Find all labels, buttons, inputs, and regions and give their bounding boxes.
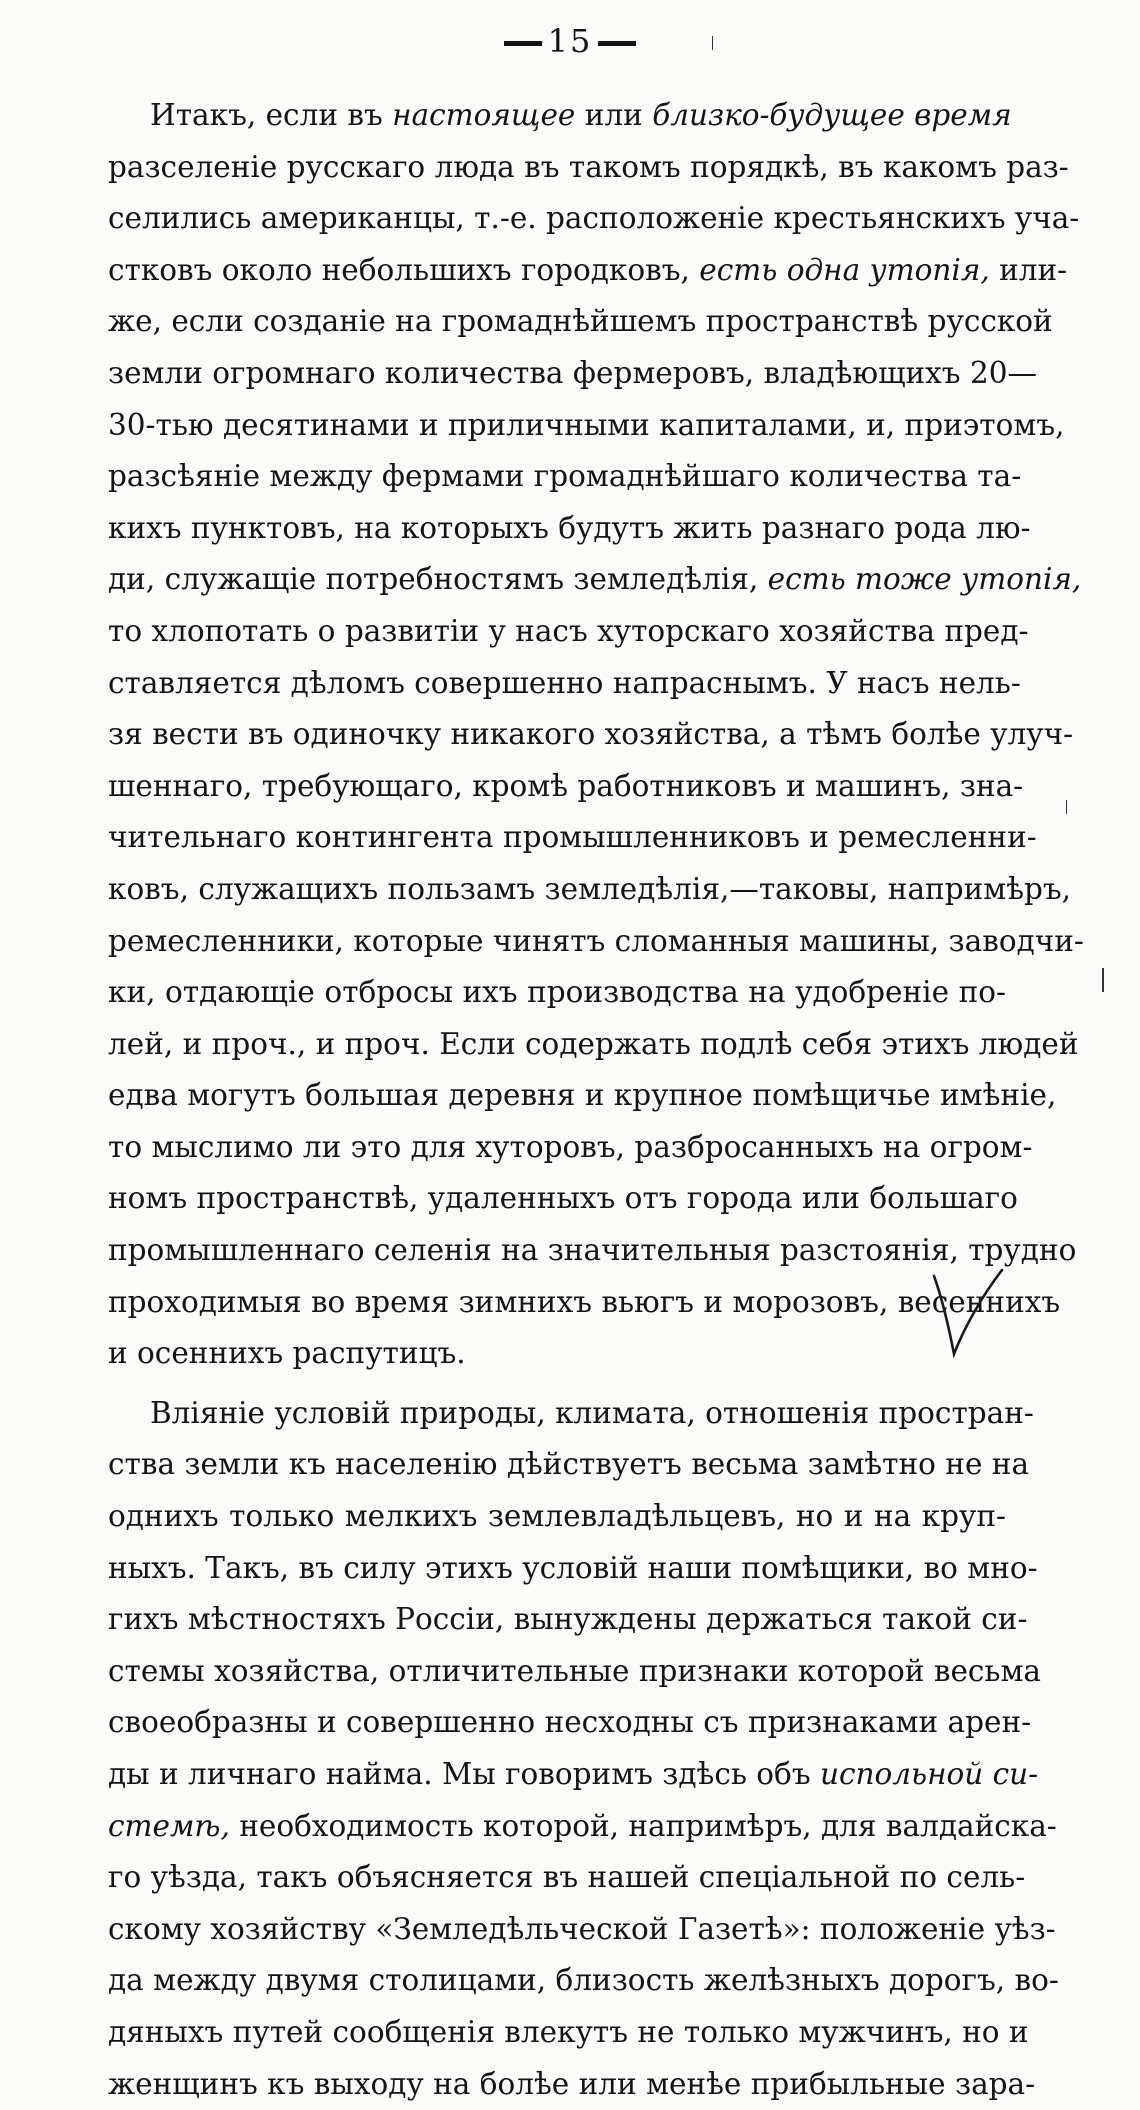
text-run: то мыслимо ли это для хуторовъ, разбросанныхъ на огром- bbox=[108, 1129, 1033, 1164]
margin-tick bbox=[712, 36, 713, 50]
text-run: лей, и проч., и проч. Если содержать подлѣ себя этихъ людей bbox=[108, 1026, 1079, 1061]
text-run: однихъ только мелкихъ землевладѣльцевъ, но и на круп- bbox=[108, 1499, 1006, 1534]
text-line bbox=[66, 1328, 1006, 1380]
text-line bbox=[66, 348, 1037, 400]
text-run: скому хозяйству «Земледѣльческой Газетѣ»: положеніе уѣз- bbox=[108, 1911, 1056, 1946]
text-run: ремесленники, которые чинятъ сломанныя машины, заводчи- bbox=[108, 923, 1084, 958]
text-line bbox=[66, 1594, 1028, 1646]
text-line bbox=[66, 1543, 1038, 1595]
text-run: или bbox=[575, 98, 653, 132]
text-line bbox=[66, 1225, 1077, 1277]
left-rule bbox=[504, 41, 542, 46]
text-line bbox=[66, 1491, 1006, 1543]
text-run: да между двумя столицами, близость желѣзныхъ дорогъ, во- bbox=[108, 1963, 1059, 1998]
text-run: кихъ пунктовъ, на которыхъ будутъ жить разнаго рода лю- bbox=[108, 510, 1031, 545]
text-line bbox=[66, 503, 1031, 555]
page-number: 15 bbox=[547, 22, 593, 60]
text-line bbox=[66, 967, 1006, 1019]
text-line bbox=[66, 1904, 1056, 1956]
text-line bbox=[66, 658, 1021, 710]
text-line bbox=[66, 400, 1065, 452]
text-line bbox=[66, 1955, 1059, 2007]
text-run: гихъ мѣстностяхъ Россіи, вынуждены держаться такой си- bbox=[108, 1602, 1028, 1637]
text-run: необходимость которой, напримѣръ, для валдайска- bbox=[229, 1808, 1057, 1843]
text-run: женщинъ къ выходу на болѣе или менѣе прибыльные зара- bbox=[108, 2066, 1036, 2101]
text-run: шеннаго, требующаго, кромѣ работниковъ и машинъ, зна- bbox=[108, 768, 1024, 803]
text-run: разселеніе русскаго люда въ такомъ порядкѣ, въ какомъ раз- bbox=[108, 149, 1069, 184]
text-run: или- bbox=[989, 252, 1068, 287]
text-line bbox=[66, 1439, 1030, 1491]
text-line bbox=[66, 1801, 1057, 1853]
text-line bbox=[66, 606, 1029, 658]
text-line bbox=[66, 709, 1074, 761]
text-run: и осеннихъ распутицъ. bbox=[108, 1336, 466, 1371]
text-line bbox=[66, 193, 1080, 245]
text-run: ки, отдающіе отбросы ихъ производства на удобреніе по- bbox=[108, 975, 1006, 1010]
text-line bbox=[66, 916, 1084, 968]
text-run: Вліяніе условій природы, климата, отношенія простран- bbox=[150, 1395, 1034, 1430]
text-run: ныхъ. Такъ, въ силу этихъ условій наши помѣщики, во мно- bbox=[108, 1550, 1038, 1585]
text-line bbox=[66, 1277, 1061, 1329]
text-run: ставляется дѣломъ совершенно напраснымъ. У насъ нель- bbox=[108, 665, 1021, 700]
text-line bbox=[66, 1070, 1057, 1122]
margin-tick bbox=[1066, 800, 1067, 814]
paragraph bbox=[66, 1388, 1059, 2110]
text-line bbox=[66, 245, 1068, 297]
text-run: селились американцы, т.-е. расположеніе крестьянскихъ уча- bbox=[108, 201, 1080, 236]
text-run: же, если созданіе на громаднѣйшемъ пространствѣ русской bbox=[108, 304, 1053, 339]
text-run: промышленнаго селенія на значительныя разстоянія, трудно bbox=[108, 1233, 1077, 1268]
italic-phrase: близко-будущее время bbox=[652, 98, 1012, 132]
italic-phrase: стемѣ, bbox=[108, 1808, 230, 1843]
text-run: проходимыя во время зимнихъ вьюгъ и морозовъ, весеннихъ bbox=[108, 1284, 1061, 1319]
text-run: номъ пространствѣ, удаленныхъ отъ города или большаго bbox=[108, 1181, 1018, 1216]
paragraph bbox=[66, 90, 1084, 1380]
text-run: стемы хозяйства, отличительные признаки которой весьма bbox=[108, 1653, 1042, 1688]
text-run: ства земли къ населенію дѣйствуетъ весьма замѣтно не на bbox=[108, 1447, 1030, 1482]
text-run: то хлопотать о развитіи у насъ хуторскаго хозяйства пред- bbox=[108, 613, 1029, 648]
text-run: Итакъ, если въ bbox=[150, 98, 393, 132]
text-run: земли огромнаго количества фермеровъ, владѣющихъ 20— bbox=[108, 355, 1037, 390]
text-line bbox=[66, 1388, 1034, 1440]
right-rule bbox=[598, 41, 636, 46]
text-run: ды и личнаго найма. Мы говоримъ здѣсь объ bbox=[108, 1757, 820, 1791]
text-line bbox=[66, 812, 1037, 864]
italic-phrase: есть одна утопія, bbox=[699, 252, 990, 287]
text-line bbox=[66, 1019, 1079, 1071]
text-line bbox=[66, 1749, 1039, 1801]
text-run: чительнаго контингента промышленниковъ и ремесленни- bbox=[108, 820, 1037, 855]
text-line bbox=[66, 1646, 1042, 1698]
text-run: ди, служащіе потребностямъ земледѣлія, bbox=[108, 562, 768, 597]
text-line bbox=[66, 761, 1024, 813]
italic-phrase: настоящее bbox=[392, 98, 576, 132]
text-run: едва могутъ большая деревня и крупное помѣщичье имѣніе, bbox=[108, 1078, 1057, 1113]
text-run: разсѣяніе между фермами громаднѣйшаго количества та- bbox=[108, 459, 1022, 494]
italic-phrase: испольной си- bbox=[819, 1757, 1039, 1791]
text-line bbox=[66, 554, 1082, 606]
text-line bbox=[66, 2059, 1036, 2110]
text-line bbox=[66, 2007, 1029, 2059]
text-line bbox=[66, 1173, 1018, 1225]
text-line bbox=[66, 1852, 1026, 1904]
text-line bbox=[66, 451, 1022, 503]
text-run: ковъ, служащихъ пользамъ земледѣлія,—таковы, напримѣръ, bbox=[108, 871, 1072, 906]
handwritten-check-mark bbox=[928, 1268, 1006, 1358]
text-run: стковъ около небольшихъ городковъ, bbox=[108, 252, 700, 287]
body-text bbox=[66, 90, 1084, 2110]
text-line bbox=[66, 1122, 1033, 1174]
text-line bbox=[66, 296, 1053, 348]
italic-phrase: есть тоже утопія, bbox=[767, 562, 1082, 597]
text-run: 30-тью десятинами и приличными капиталами, и, приэтомъ, bbox=[108, 407, 1065, 442]
text-line bbox=[66, 1697, 1032, 1749]
page-number-header bbox=[0, 22, 1140, 60]
text-run: дяныхъ путей сообщенія влекутъ не только мужчинъ, но и bbox=[108, 2014, 1029, 2049]
text-line bbox=[66, 864, 1072, 916]
margin-tick bbox=[1102, 968, 1104, 992]
text-line bbox=[66, 90, 1012, 142]
text-run: зя вести въ одиночку никакого хозяйства, а тѣмъ болѣе улуч- bbox=[108, 717, 1074, 752]
text-run: своеобразны и совершенно несходны съ признаками арен- bbox=[108, 1705, 1032, 1740]
text-run: го уѣзда, такъ объясняется въ нашей спеціальной по сель- bbox=[108, 1860, 1026, 1895]
text-line bbox=[66, 142, 1069, 194]
